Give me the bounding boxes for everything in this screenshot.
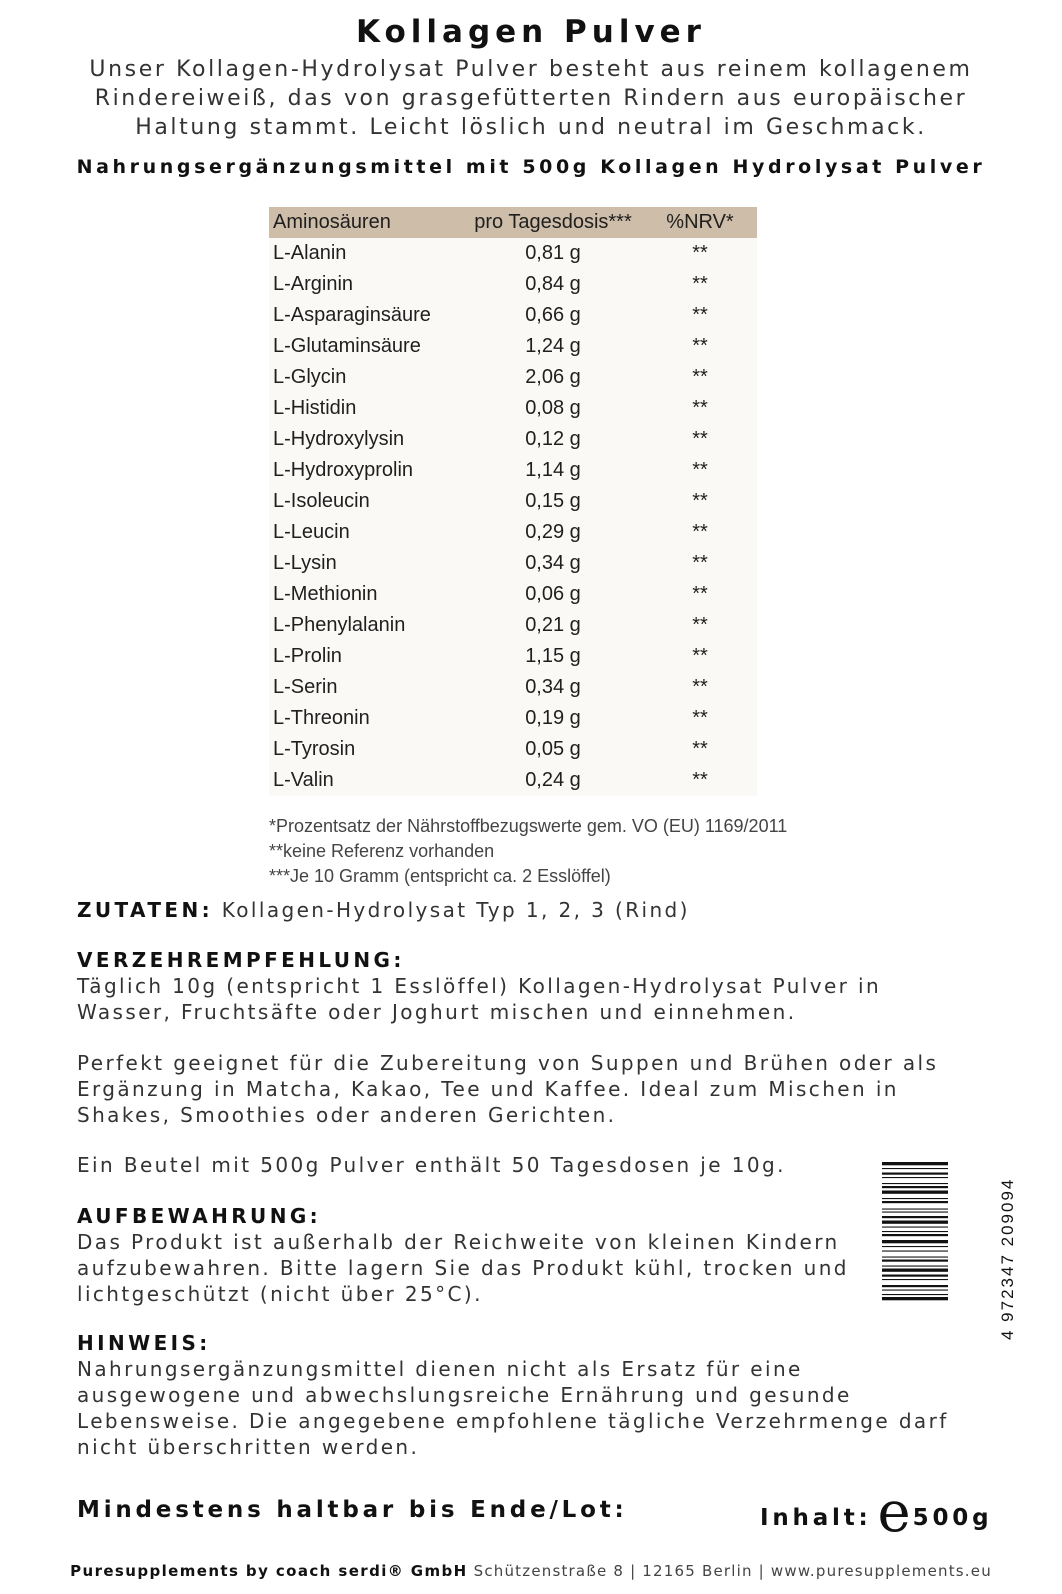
header-amino: Aminosäuren <box>269 207 463 238</box>
aufbewahrung-line: aufzubewahren. Bitte lagern Sie das Produkt kühl, trocken und <box>77 1256 849 1280</box>
table-row <box>269 734 757 765</box>
table-row <box>269 548 757 579</box>
dosage-section <box>77 1152 1007 1178</box>
nrv-cell: ** <box>692 459 708 481</box>
nrv-cell: ** <box>692 273 708 295</box>
nrv-cell: ** <box>692 676 708 698</box>
nrv-cell: ** <box>692 552 708 574</box>
company-footer <box>0 1562 1062 1580</box>
nrv-cell: ** <box>692 738 708 760</box>
dose-cell: 0,19 g <box>525 707 581 729</box>
dose-cell: 0,81 g <box>525 242 581 264</box>
verzehr-section <box>77 947 1007 1025</box>
amino-acid-cell: L-Glycin <box>273 366 347 388</box>
dose-cell: 0,66 g <box>525 304 581 326</box>
amino-acid-cell: L-Asparaginsäure <box>273 304 431 326</box>
footnote: *Prozentsatz der Nährstoffbezugswerte gem. VO (EU) 1169/2011 <box>269 816 788 836</box>
nrv-cell: ** <box>692 614 708 636</box>
verzehr-usage-section <box>77 1050 1007 1128</box>
dose-cell: 0,05 g <box>525 738 581 760</box>
amino-acid-cell: L-Threonin <box>273 707 370 729</box>
dose-cell: 0,06 g <box>525 583 581 605</box>
intro-text <box>60 55 1002 142</box>
hinweis-label: HINWEIS: <box>77 1331 211 1355</box>
content-value: 500g <box>912 1505 993 1531</box>
hinweis-line: nicht überschritten werden. <box>77 1435 420 1459</box>
nrv-cell: ** <box>692 397 708 419</box>
barcode-icon <box>882 1160 948 1346</box>
dose-cell: 2,06 g <box>525 366 581 388</box>
table-row <box>269 362 757 393</box>
intro-line: Haltung stammt. Leicht löslich und neutral im Geschmack. <box>135 115 927 140</box>
table-row <box>269 300 757 331</box>
verzehr-label: VERZEHREMPFEHLUNG: <box>77 948 405 972</box>
nrv-cell: ** <box>692 707 708 729</box>
content-label: Inhalt: <box>760 1505 872 1531</box>
hinweis-section <box>77 1330 1007 1460</box>
zutaten-label: ZUTATEN: <box>77 898 213 922</box>
amino-acid-cell: L-Hydroxylysin <box>273 428 405 450</box>
amino-acid-cell: L-Serin <box>273 676 338 698</box>
table-row <box>269 393 757 424</box>
dose-cell: 0,12 g <box>525 428 581 450</box>
amino-acid-cell: L-Valin <box>273 769 334 791</box>
hinweis-line: ausgewogene und abwechslungsreiche Ernährung und gesunde <box>77 1383 852 1407</box>
usage-line: Perfekt geeignet für die Zubereitung von Suppen und Brühen oder als <box>77 1051 939 1075</box>
amino-acid-cell: L-Phenylalanin <box>273 614 406 636</box>
table-footnotes <box>269 814 869 889</box>
verzehr-line: Täglich 10g (entspricht 1 Esslöffel) Kollagen-Hydrolysat Pulver in <box>77 974 882 998</box>
footnote: ***Je 10 Gramm (entspricht ca. 2 Esslöffel) <box>269 866 611 886</box>
company-name: Puresupplements by coach serdi® GmbH <box>70 1562 468 1580</box>
table-row <box>269 641 757 672</box>
nrv-cell: ** <box>692 769 708 791</box>
barcode-number: 4 972347 209094 <box>998 1177 1017 1340</box>
amino-acid-cell: L-Methionin <box>273 583 378 605</box>
amino-acid-cell: L-Glutaminsäure <box>273 335 421 357</box>
dosage-line: Ein Beutel mit 500g Pulver enthält 50 Tagesdosen je 10g. <box>77 1153 786 1177</box>
aufbewahrung-section <box>77 1203 1007 1307</box>
intro-line: Rindereiweiß, das von grasgefütterten Rindern aus europäischer <box>94 86 968 111</box>
amino-acid-cell: L-Hydroxyprolin <box>273 459 414 481</box>
amino-acid-cell: L-Isoleucin <box>273 490 370 512</box>
table-row <box>269 331 757 362</box>
dose-cell: 0,21 g <box>525 614 581 636</box>
nrv-cell: ** <box>692 490 708 512</box>
estimated-sign-icon: e <box>877 1480 911 1545</box>
nrv-cell: ** <box>692 366 708 388</box>
table-row <box>269 424 757 455</box>
footnote: **keine Referenz vorhanden <box>269 841 495 861</box>
dose-cell: 0,29 g <box>525 521 581 543</box>
table-row <box>269 455 757 486</box>
dose-cell: 0,84 g <box>525 273 581 295</box>
nrv-cell: ** <box>692 521 708 543</box>
nrv-cell: ** <box>692 428 708 450</box>
table-row <box>269 672 757 703</box>
amino-acid-cell: L-Arginin <box>273 273 354 295</box>
table-row <box>269 269 757 300</box>
best-before-label: Mindestens haltbar bis Ende/Lot: <box>77 1497 628 1523</box>
table-row <box>269 238 757 269</box>
page-title: Kollagen Pulver <box>356 14 706 50</box>
amino-acid-cell: L-Alanin <box>273 242 347 264</box>
table-row <box>269 610 757 641</box>
dose-cell: 0,34 g <box>525 552 581 574</box>
company-address: Schützenstraße 8 | 12165 Berlin | www.puresupplements.eu <box>467 1562 992 1580</box>
table-row <box>269 517 757 548</box>
zutaten-text: Kollagen-Hydrolysat Typ 1, 2, 3 (Rind) <box>221 898 690 922</box>
header-nrv: %NRV* <box>643 207 757 238</box>
nrv-cell: ** <box>692 335 708 357</box>
dose-cell: 0,15 g <box>525 490 581 512</box>
nrv-cell: ** <box>692 645 708 667</box>
amino-acid-cell: L-Leucin <box>273 521 350 543</box>
table-header-row <box>269 207 757 238</box>
dose-cell: 1,15 g <box>525 645 581 667</box>
intro-line: Unser Kollagen-Hydrolysat Pulver besteht aus reinem kollagenem <box>89 57 973 82</box>
amino-acid-cell: L-Prolin <box>273 645 342 667</box>
dose-cell: 0,34 g <box>525 676 581 698</box>
aufbewahrung-line: Das Produkt ist außerhalb der Reichweite von kleinen Kindern <box>77 1230 840 1254</box>
table-row <box>269 765 757 796</box>
dose-cell: 0,08 g <box>525 397 581 419</box>
dose-cell: 1,14 g <box>525 459 581 481</box>
nrv-cell: ** <box>692 583 708 605</box>
table-row <box>269 703 757 734</box>
hinweis-line: Nahrungsergänzungsmittel dienen nicht als Ersatz für eine <box>77 1357 803 1381</box>
amino-acid-table <box>269 207 757 796</box>
usage-line: Shakes, Smoothies oder anderen Gerichten. <box>77 1103 617 1127</box>
amino-acid-cell: L-Tyrosin <box>273 738 356 760</box>
header-dose: pro Tagesdosis*** <box>463 207 643 238</box>
content-info <box>760 1480 1010 1545</box>
table-row <box>269 486 757 517</box>
amino-table <box>269 207 757 796</box>
verzehr-line: Wasser, Fruchtsäfte oder Joghurt mischen und einnehmen. <box>77 1000 797 1024</box>
dose-cell: 1,24 g <box>525 335 581 357</box>
hinweis-line: Lebensweise. Die angegebene empfohlene tägliche Verzehrmenge darf <box>77 1409 949 1433</box>
aufbewahrung-line: lichtgeschützt (nicht über 25°C). <box>77 1282 483 1306</box>
aufbewahrung-label: AUFBEWAHRUNG: <box>77 1204 322 1228</box>
nrv-cell: ** <box>692 304 708 326</box>
nrv-cell: ** <box>692 242 708 264</box>
table-row <box>269 579 757 610</box>
dose-cell: 0,24 g <box>525 769 581 791</box>
zutaten-section <box>77 897 1007 923</box>
amino-acid-cell: L-Lysin <box>273 552 337 574</box>
amino-acid-cell: L-Histidin <box>273 397 357 419</box>
usage-line: Ergänzung in Matcha, Kakao, Tee und Kaffee. Ideal zum Mischen in <box>77 1077 899 1101</box>
product-subtitle: Nahrungsergänzungsmittel mit 500g Kollagen Hydrolysat Pulver <box>76 156 986 178</box>
